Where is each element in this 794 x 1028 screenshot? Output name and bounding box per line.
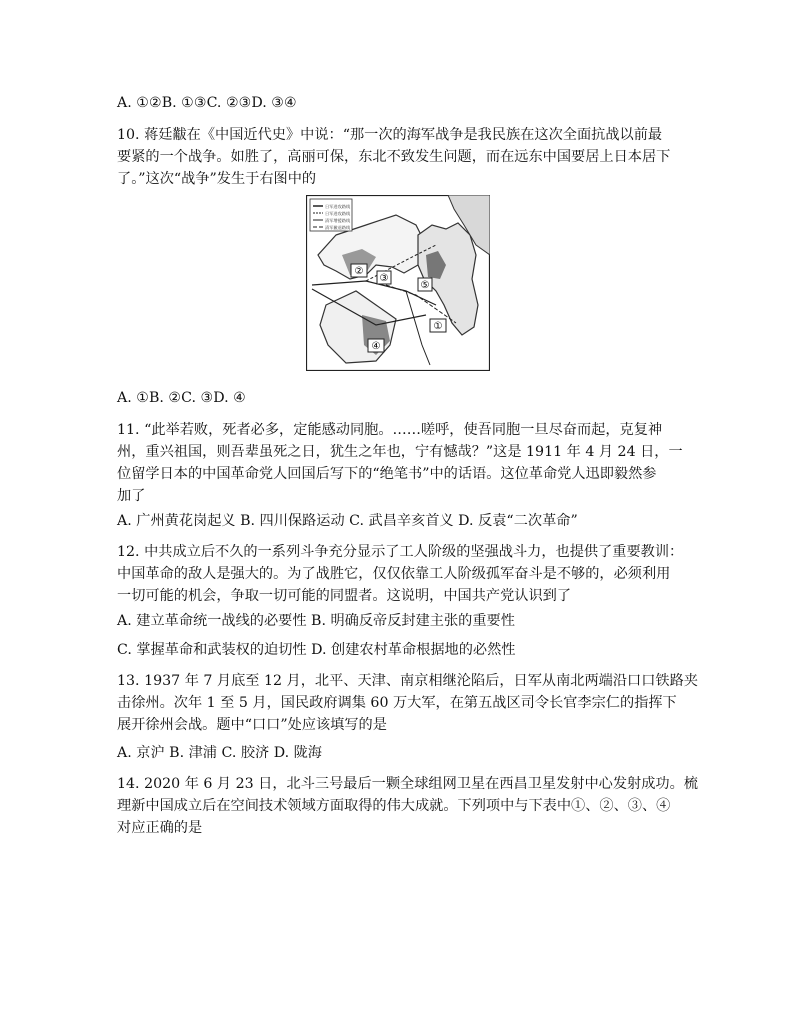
- q10-text-line: 了。”这次“战争”发生于右图中的: [117, 171, 317, 187]
- q11-text-line: 11. “此举若败，死者必多，定能感动同胞。……嗟呼，使吾同胞一旦尽奋而起，克复神: [117, 422, 663, 438]
- map-marker-1: ①: [433, 321, 443, 332]
- q13-text-line: 击徐州。次年 1 至 5 月，国民政府调集 60 万大军，在第五战区司令长官李宗仁的指挥下: [117, 695, 677, 711]
- q12-text-line: 12. 中共成立后不久的一系列斗争充分显示了工人阶级的坚强战斗力，也提供了重要教训：: [117, 544, 684, 560]
- q14-text-line: 理新中国成立后在空间技术领域方面取得的伟大成就。下列项中与下表中①、②、③、④: [117, 798, 671, 814]
- map-legend-label: 清军撤退路线: [325, 225, 351, 230]
- map-legend-label: 日军进攻路线: [325, 204, 351, 209]
- q9-options: A. ①②B. ①③C. ②③D. ③④: [117, 95, 297, 111]
- q11-text-line: 加了: [117, 488, 146, 504]
- q12-text-line: 中国革命的敌人是强大的。为了战胜它，仅仅依靠工人阶级孤军奋斗是不够的，必须利用: [117, 566, 671, 582]
- q14-text-line: 对应正确的是: [117, 820, 203, 836]
- q10-options: A. ①B. ②C. ③D. ④: [117, 390, 246, 406]
- historical-map: [306, 195, 490, 371]
- q11-options: A. 广州黄花岗起义 B. 四川保路运动 C. 武昌辛亥首义 D. 反袁“二次革命”: [117, 513, 578, 529]
- q11-text-line: 位留学日本的中国革命党人回国后写下的“绝笔书”中的话语。这位革命党人迅即毅然参: [117, 466, 657, 482]
- map-marker-2: ②: [354, 266, 364, 277]
- q12-options-row-1: A. 建立革命统一战线的必要性 B. 明确反帝反封建主张的重要性: [117, 613, 515, 629]
- q13-text-line: 13. 1937 年 7 月底至 12 月，北平、天津、南京相继沦陷后，日军从南北两端沿口口铁路夹: [117, 673, 698, 689]
- q10-text-line: 10. 蒋廷黻在《中国近代史》中说：“那一次的海军战争是我民族在这次全面抗战以前最: [117, 127, 663, 143]
- q12-text-line: 一切可能的机会，争取一切可能的同盟者。这说明，中国共产党认识到了: [117, 588, 572, 604]
- map-legend-label: 日军进攻路线: [325, 211, 351, 216]
- q11-text-line: 州，重兴祖国，则吾辈虽死之日，犹生之年也，宁有憾哉？”这是 1911 年 4 月 24 日，一: [117, 444, 683, 460]
- map-marker-5: ⑤: [420, 280, 430, 291]
- q10-text-line: 要紧的一个战争。如胜了，高丽可保，东北不致发生问题，而在远东中国要居上日本居下: [117, 149, 671, 165]
- map-marker-3: ③: [379, 273, 389, 284]
- map-legend-label: 清军增援路线: [325, 218, 351, 223]
- q13-options: A. 京沪 B. 津浦 C. 胶济 D. 陇海: [117, 745, 322, 761]
- q12-options-row-2: C. 掌握革命和武装权的迫切性 D. 创建农村革命根据地的必然性: [117, 642, 516, 658]
- q13-text-line: 展开徐州会战。题中“口口”处应该填写的是: [117, 717, 387, 733]
- map-marker-4: ④: [371, 341, 381, 352]
- q14-text-line: 14. 2020 年 6 月 23 日，北斗三号最后一颗全球组网卫星在西昌卫星发射中心发射成功。梳: [117, 776, 698, 792]
